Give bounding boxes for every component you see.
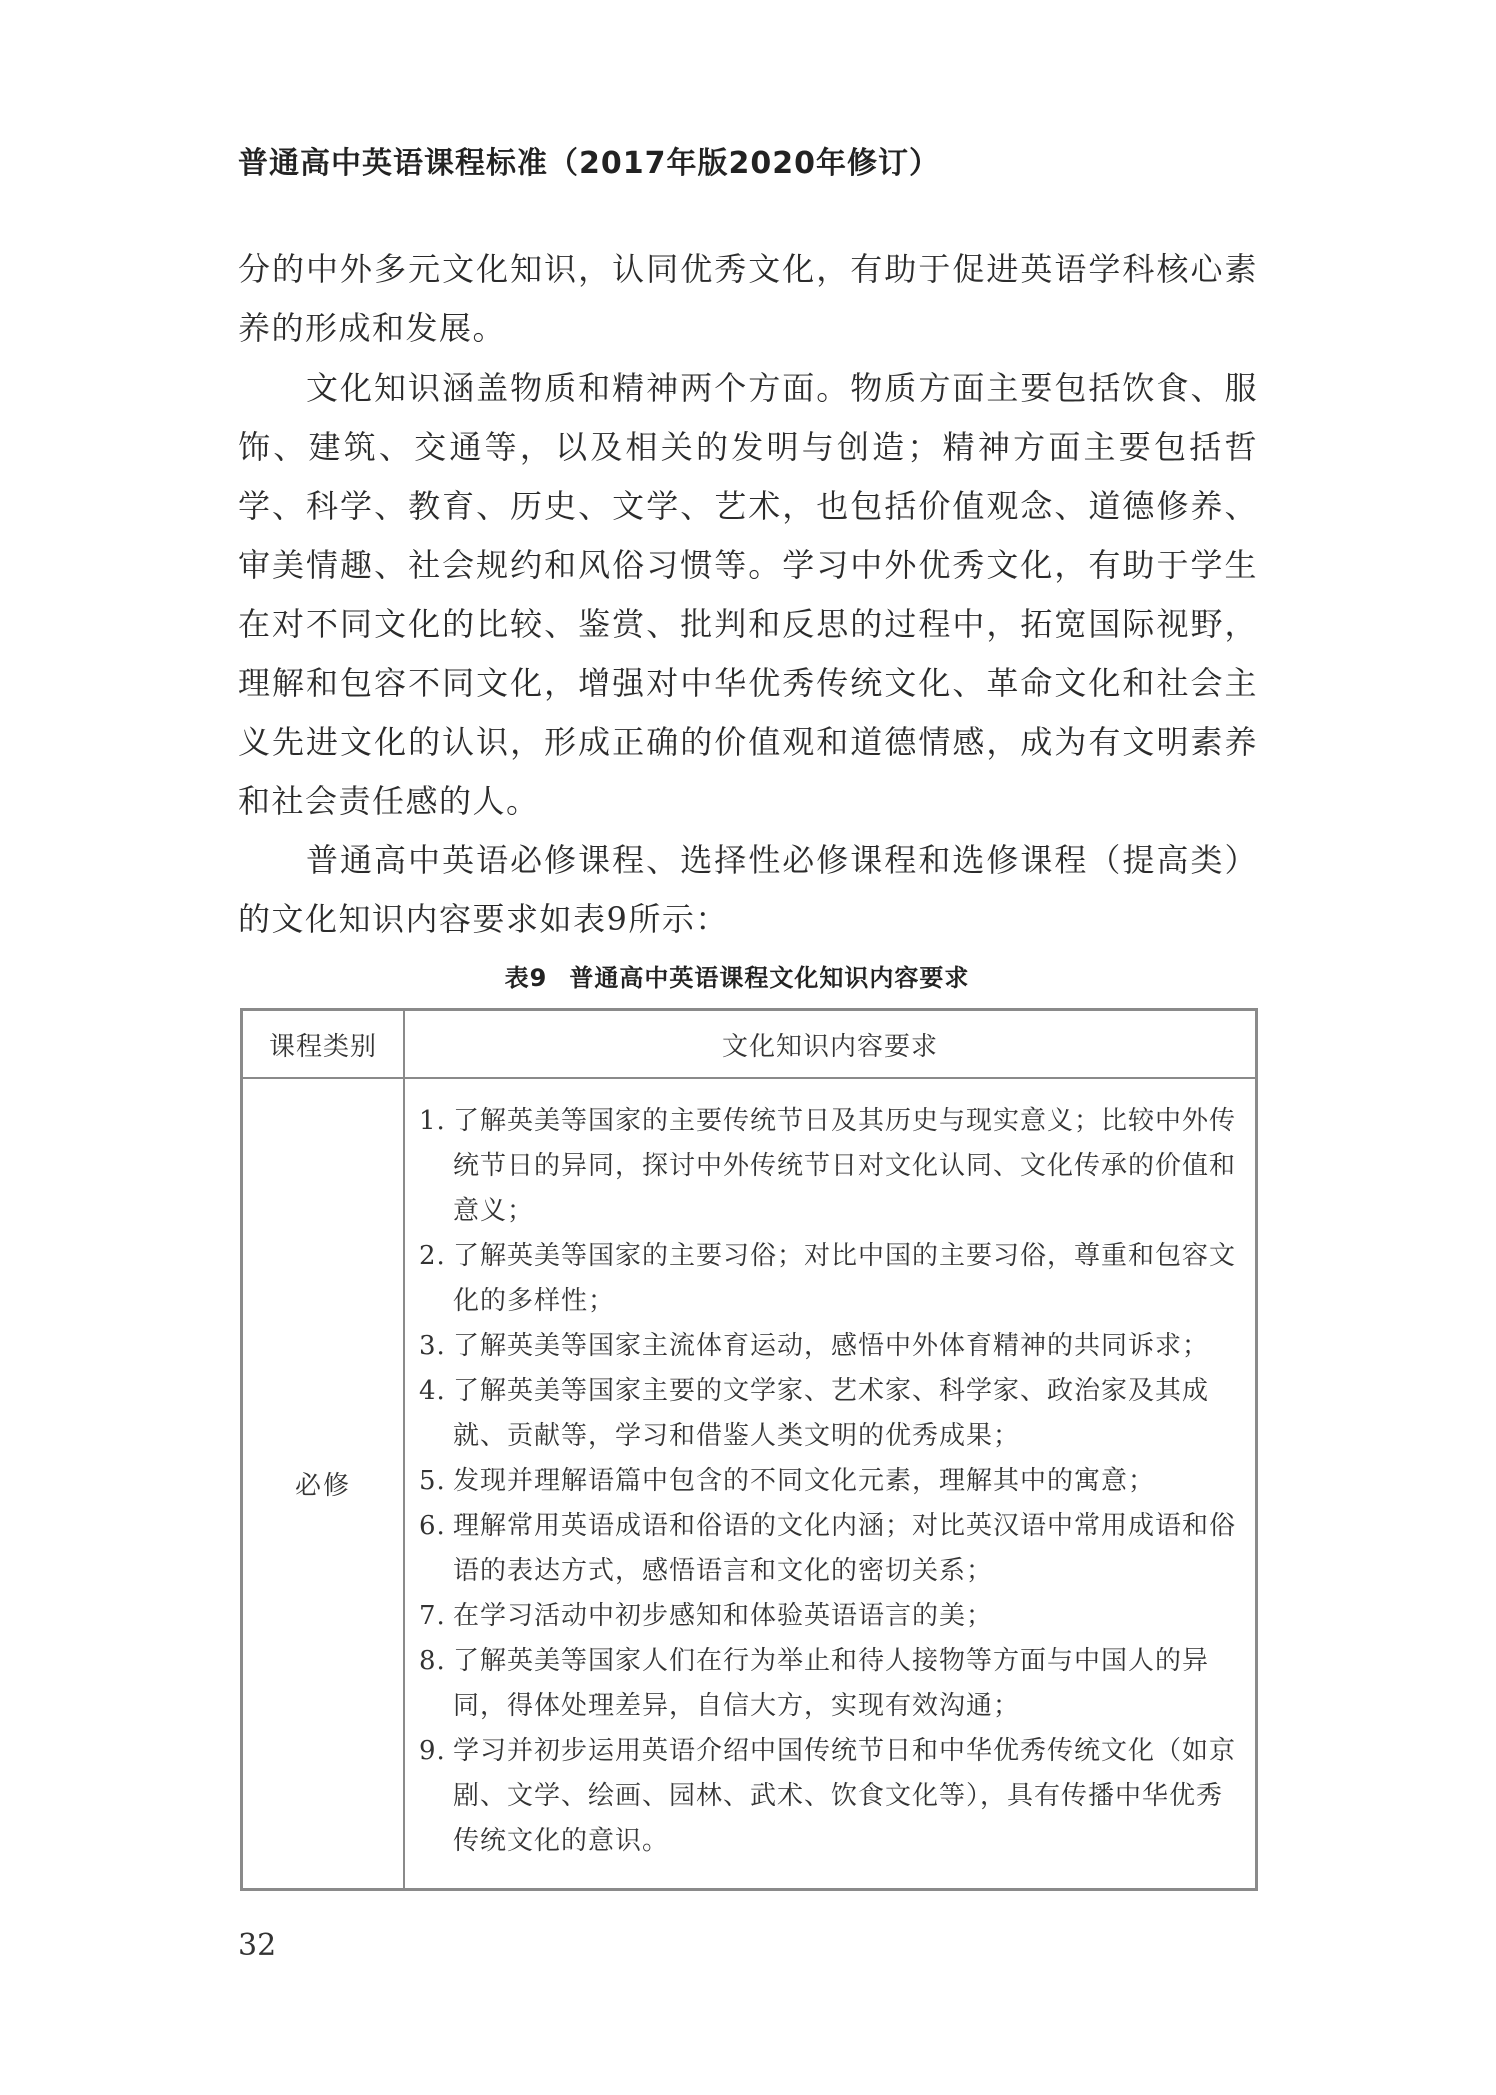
header-course-category: 课程类别 <box>242 1010 405 1079</box>
item-text: 学习并初步运用英语介绍中国传统节日和中华优秀传统文化（如京剧、文学、绘画、园林、武术、饮食文化等），具有传播中华优秀传统文化的意识。 <box>453 1736 1237 1856</box>
list-item <box>419 1729 1237 1864</box>
paragraph-text: 分的中外多元文化知识，认同优秀文化，有助于促进英语学科核心素养的形成和发展。 <box>238 250 1258 347</box>
item-number: 9. <box>419 1736 446 1766</box>
item-text: 了解英美等国家人们在行为举止和待人接物等方面与中国人的异同，得体处理差异，自信大方，实现有效沟通； <box>453 1646 1210 1721</box>
list-item <box>419 1234 1237 1324</box>
item-number: 2. <box>419 1241 446 1271</box>
item-number: 1. <box>419 1106 446 1136</box>
item-text: 了解英美等国家主要的文学家、艺术家、科学家、政治家及其成就、贡献等，学习和借鉴人类文明的优秀成果； <box>453 1376 1210 1451</box>
item-text: 理解常用英语成语和俗语的文化内涵；对比英汉语中常用成语和俗语的表达方式，感悟语言和文化的密切关系； <box>453 1511 1237 1586</box>
item-number: 5. <box>419 1466 446 1496</box>
item-text: 发现并理解语篇中包含的不同文化元素，理解其中的寓意； <box>453 1466 1156 1496</box>
table-row <box>242 1078 1257 1890</box>
category-cell: 必修 <box>242 1078 405 1890</box>
paragraph-intro-continued <box>238 240 1258 358</box>
header-content-requirements: 文化知识内容要求 <box>404 1010 1257 1079</box>
table-caption-title: 普通高中英语课程文化知识内容要求 <box>569 964 970 992</box>
item-number: 8. <box>419 1646 446 1676</box>
list-item <box>419 1459 1237 1504</box>
item-number: 4. <box>419 1376 446 1406</box>
paragraph-table-intro <box>238 831 1258 949</box>
item-number: 6. <box>419 1511 446 1541</box>
item-text: 了解英美等国家的主要习俗；对比中国的主要习俗，尊重和包容文化的多样性； <box>453 1241 1237 1316</box>
table-caption-number: 表9 <box>504 964 548 992</box>
list-item <box>419 1324 1237 1369</box>
requirements-list <box>419 1099 1237 1864</box>
requirements-cell <box>404 1078 1257 1890</box>
item-number: 3. <box>419 1331 446 1361</box>
table-caption <box>238 958 1258 993</box>
table-header-row <box>242 1010 1257 1079</box>
list-item <box>419 1099 1237 1234</box>
list-item <box>419 1639 1237 1729</box>
item-text: 在学习活动中初步感知和体验英语语言的美； <box>453 1601 994 1631</box>
item-text: 了解英美等国家主流体育运动，感悟中外体育精神的共同诉求； <box>453 1331 1210 1361</box>
paragraph-text: 普通高中英语必修课程、选择性必修课程和选修课程（提高类）的文化知识内容要求如表9所示： <box>238 841 1258 938</box>
page-number: 32 <box>238 1928 277 1963</box>
list-item <box>419 1594 1237 1639</box>
paragraph-culture-scope <box>238 359 1258 831</box>
item-text: 了解英美等国家的主要传统节日及其历史与现实意义；比较中外传统节日的异同，探讨中外传统节日对文化认同、文化传承的价值和意义； <box>453 1106 1237 1226</box>
running-header: 普通高中英语课程标准（2017年版2020年修订） <box>238 146 940 181</box>
list-item <box>419 1504 1237 1594</box>
list-item <box>419 1369 1237 1459</box>
culture-knowledge-table <box>240 1008 1258 1891</box>
item-number: 7. <box>419 1601 446 1631</box>
paragraph-text: 文化知识涵盖物质和精神两个方面。物质方面主要包括饮食、服饰、建筑、交通等，以及相关的发明与创造；精神方面主要包括哲学、科学、教育、历史、文学、艺术，也包括价值观念、道德修养、审美情趣、社会规约和风俗习惯等。学习中外优秀文化，有助于学生在对不同文化的比较、鉴赏、批判和反思的过程中，拓宽国际视野，理解和包容不同文化，增强对中华优秀传统文化、革命文化和社会主义先进文化的认识，形成正确的价值观和道德情感，成为有文明素养和社会责任感的人。 <box>238 369 1258 820</box>
